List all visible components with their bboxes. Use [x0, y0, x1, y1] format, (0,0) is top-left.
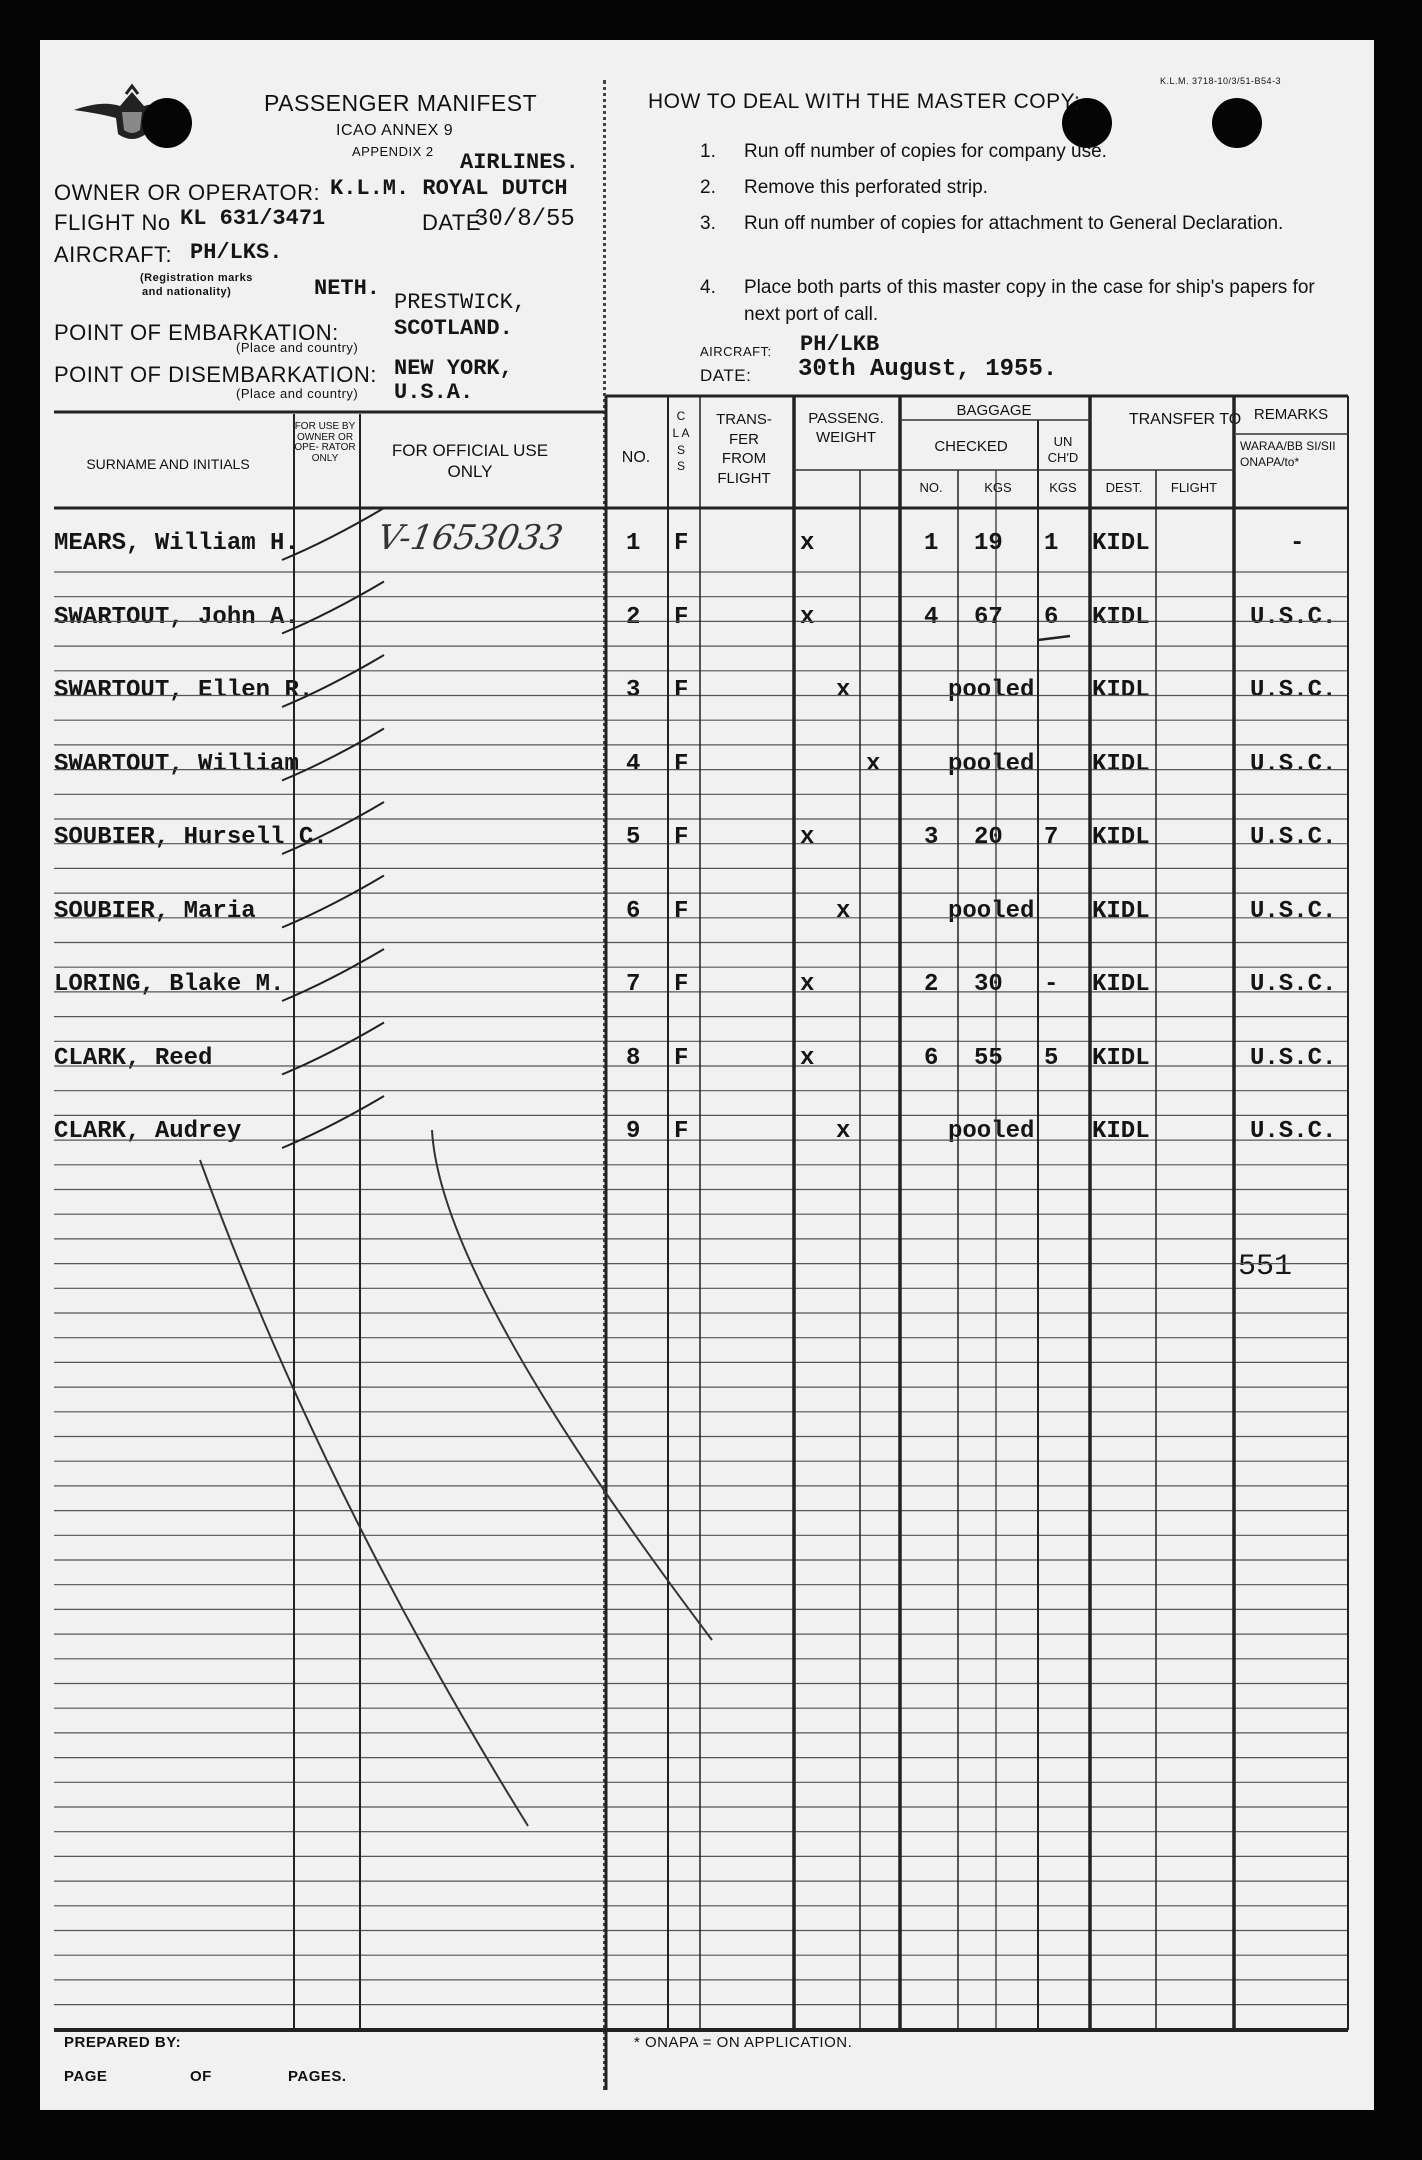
weight-mark-1: x [800, 824, 815, 851]
baggage-count: 4 [924, 603, 939, 631]
transfer-destination: KIDL [1092, 824, 1150, 851]
transfer-destination: KIDL [1092, 750, 1150, 778]
col-owner-use: FOR USE BY OWNER OR OPE- RATOR ONLY [294, 421, 356, 464]
baggage-count: 6 [924, 1044, 939, 1072]
baggage-kgs: 20 [974, 824, 1003, 851]
instruction-1: 1. Run off number of copies for company use. [700, 141, 1107, 162]
place-note: (Place and country) [236, 340, 359, 355]
passenger-name: CLARK, Audrey [54, 1118, 242, 1145]
weight-mark-2: x [836, 677, 851, 704]
passenger-name: SOUBIER, Hursell C. [54, 824, 328, 851]
registration-note-2: and nationality) [142, 286, 232, 298]
check-mark [282, 582, 384, 634]
col-no: NO. [621, 449, 651, 466]
check-mark [282, 876, 384, 928]
flight-value: KL 631/3471 [180, 206, 326, 231]
check-mark [282, 655, 384, 707]
date-value: 30/8/55 [474, 206, 575, 233]
manifest-title: PASSENGER MANIFEST [264, 90, 538, 116]
col-unchd: UN CH'D [1047, 434, 1079, 465]
transfer-destination: KIDL [1092, 897, 1150, 925]
passenger-number: 3 [626, 677, 641, 704]
passenger-remarks: U.S.C. [1250, 824, 1337, 851]
transfer-destination: KIDL [1092, 1118, 1150, 1145]
baggage-pooled: pooled [948, 677, 1035, 704]
table-grid [40, 40, 1374, 2110]
weight-mark-2: x [836, 897, 851, 925]
passenger-number: 9 [626, 1118, 641, 1145]
passenger-remarks: - [1290, 530, 1305, 557]
baggage-count: 3 [924, 824, 939, 851]
embarkation-value-1: PRESTWICK, [394, 290, 527, 315]
owner-value-line1: AIRLINES. [460, 150, 579, 175]
baggage-pooled: pooled [948, 897, 1035, 925]
nationality-value: NETH. [314, 276, 381, 301]
passenger-number: 5 [626, 824, 641, 851]
owner-label: OWNER OR OPERATOR: [54, 180, 321, 205]
passenger-remarks: U.S.C. [1250, 677, 1337, 704]
passenger-class: F [674, 1044, 689, 1072]
date-label: DATE [422, 210, 482, 235]
instruction-4: 4. Place both parts of this master copy in the case for ship's papers for next port of call. [700, 277, 1315, 325]
col-kgs: KGS [984, 480, 1012, 495]
baggage-count: 1 [924, 530, 939, 557]
strike-mark [1038, 636, 1070, 640]
col-flight: FLIGHT [1170, 480, 1218, 495]
passenger-number: 6 [626, 897, 641, 925]
passenger-name: SWARTOUT, John A. [54, 603, 299, 631]
col-remarks-sub: WARAA/BB SI/SII ONAPA/to* [1240, 439, 1336, 470]
pen-stroke [200, 1160, 528, 1826]
baggage-kgs: 19 [974, 530, 1003, 557]
transfer-destination: KIDL [1092, 603, 1150, 631]
transfer-destination: KIDL [1092, 677, 1150, 704]
passenger-name: MEARS, William H. [54, 530, 299, 557]
passenger-name: CLARK, Reed [54, 1044, 213, 1072]
col-baggage: BAGGAGE [956, 402, 1032, 419]
weight-mark-1: x [800, 1044, 815, 1072]
pen-stroke [432, 1130, 712, 1640]
col-surname: SURNAME AND INITIALS [86, 456, 250, 472]
baggage-unchecked: 1 [1044, 530, 1059, 557]
page-label: PAGE [64, 2068, 108, 2085]
instruction-2: 2. Remove this perforated strip. [700, 177, 988, 198]
passenger-class: F [674, 897, 689, 925]
passenger-remarks: U.S.C. [1250, 971, 1337, 998]
manifest-sheet [40, 40, 1374, 2110]
master-copy-title: HOW TO DEAL WITH THE MASTER COPY: [648, 90, 1081, 113]
weight-mark-3: x [866, 750, 881, 778]
embarkation-label: POINT OF EMBARKATION: [54, 320, 339, 345]
form-code: K.L.M. 3718-10/3/51-B54-3 [1160, 76, 1282, 86]
aircraft-label: AIRCRAFT: [54, 242, 173, 267]
col-transfer-from: TRANS- FER FROM FLIGHT [716, 411, 772, 487]
prepared-by-label: PREPARED BY: [64, 2034, 182, 2051]
mc-aircraft-value: PH/LKB [800, 332, 880, 357]
weight-mark-1: x [800, 603, 815, 631]
check-mark [282, 508, 384, 560]
passenger-remarks: U.S.C. [1250, 1118, 1337, 1145]
passenger-remarks: U.S.C. [1250, 603, 1337, 631]
check-mark [282, 802, 384, 854]
aircraft-value: PH/LKS. [190, 240, 283, 265]
col-kgs2: KGS [1049, 480, 1077, 495]
annex-label: ICAO ANNEX 9 [336, 122, 454, 139]
passenger-number: 7 [626, 971, 641, 998]
baggage-pooled: pooled [948, 1118, 1035, 1145]
baggage-kgs: 55 [974, 1044, 1003, 1072]
passenger-name: SOUBIER, Maria [54, 897, 256, 925]
baggage-count: 2 [924, 971, 939, 998]
passenger-name: LORING, Blake M. [54, 971, 285, 998]
onapa-note: * ONAPA = ON APPLICATION. [634, 2034, 853, 2051]
pages-label: PAGES. [288, 2068, 347, 2085]
baggage-unchecked: 6 [1044, 603, 1059, 631]
page-number: 551 [1238, 1250, 1293, 1284]
disembarkation-label: POINT OF DISEMBARKATION: [54, 362, 377, 387]
passenger-remarks: U.S.C. [1250, 750, 1337, 778]
baggage-unchecked: - [1044, 971, 1059, 998]
passenger-class: F [674, 971, 689, 998]
col-remarks: REMARKS [1253, 406, 1329, 423]
weight-mark-1: x [800, 971, 815, 998]
passenger-number: 4 [626, 750, 641, 778]
transfer-destination: KIDL [1092, 1044, 1150, 1072]
passenger-number: 2 [626, 603, 641, 631]
passenger-name: SWARTOUT, Ellen R. [54, 677, 314, 704]
passenger-class: F [674, 1118, 689, 1145]
place-note-2: (Place and country) [236, 386, 359, 401]
weight-mark-1: x [800, 530, 815, 557]
col-dest: DEST. [1105, 480, 1143, 495]
check-mark [282, 949, 384, 1001]
col-official: FOR OFFICIAL USE ONLY [391, 441, 549, 482]
col-checked: CHECKED [934, 438, 1008, 455]
transfer-destination: KIDL [1092, 971, 1150, 998]
baggage-unchecked: 5 [1044, 1044, 1059, 1072]
baggage-kgs: 67 [974, 603, 1003, 631]
baggage-kgs: 30 [974, 971, 1003, 998]
disembarkation-value-2: U.S.A. [394, 380, 474, 405]
passenger-name: SWARTOUT, William [54, 750, 299, 778]
col-transfer-to: TRANSFER TO [1128, 411, 1242, 428]
instruction-3: 3. Run off number of copies for attachment to General Declaration. [700, 213, 1284, 234]
flight-label: FLIGHT No [54, 210, 171, 235]
passenger-class: F [674, 530, 689, 557]
passenger-class: F [674, 824, 689, 851]
passenger-number: 8 [626, 1044, 641, 1072]
check-mark [282, 729, 384, 781]
baggage-unchecked: 7 [1044, 824, 1059, 851]
baggage-pooled: pooled [948, 750, 1035, 778]
mc-date-value: 30th August, 1955. [798, 356, 1058, 383]
mc-date-label: DATE: [700, 366, 752, 385]
embarkation-value-2: SCOTLAND. [394, 316, 513, 341]
passenger-class: F [674, 677, 689, 704]
passenger-class: F [674, 603, 689, 631]
passenger-class: F [674, 750, 689, 778]
passenger-remarks: U.S.C. [1250, 1044, 1337, 1072]
mc-aircraft-label: AIRCRAFT: [700, 344, 772, 359]
col-weight: PASSENG. WEIGHT [808, 410, 884, 446]
registration-note: (Registration marks [140, 272, 253, 284]
passenger-number: 1 [626, 530, 641, 557]
of-label: OF [190, 2068, 212, 2085]
transfer-destination: KIDL [1092, 530, 1150, 557]
col-class: C L A S S [672, 409, 690, 474]
col-bag-no: NO. [919, 480, 943, 495]
official-use-note: V-1653033 [374, 518, 566, 558]
disembarkation-value-1: NEW YORK, [394, 356, 513, 381]
weight-mark-2: x [836, 1118, 851, 1145]
owner-value: K.L.M. ROYAL DUTCH [330, 176, 568, 201]
check-mark [282, 1023, 384, 1075]
passenger-remarks: U.S.C. [1250, 897, 1337, 925]
appendix-label: APPENDIX 2 [352, 144, 434, 159]
